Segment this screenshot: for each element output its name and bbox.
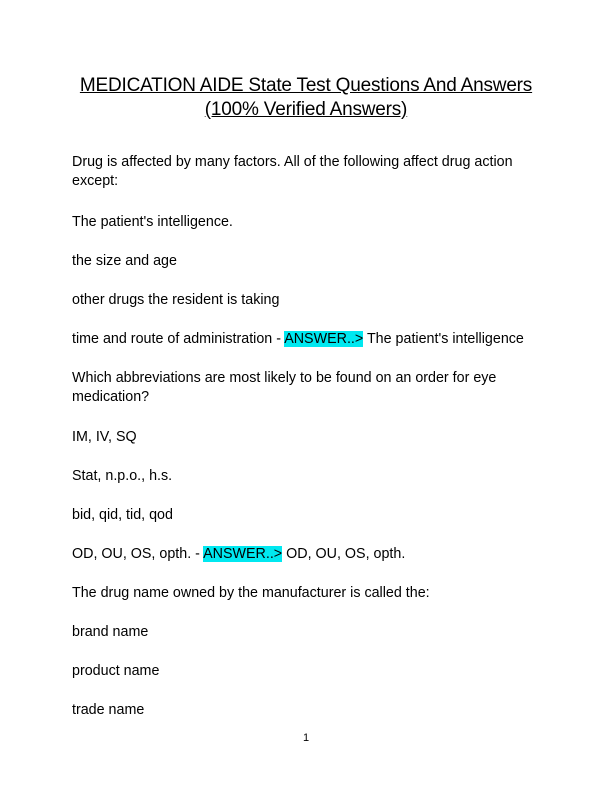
question-1-option-1: The patient's intelligence. [72,214,233,230]
question-3-text: The drug name owned by the manufacturer is called the: [72,585,430,601]
question-2-answer: OD, OU, OS, opth. [282,546,406,562]
question-1-option-2: the size and age [72,253,177,269]
question-1-answer: The patient's intelligence [363,331,524,347]
page-number: 1 [302,732,310,744]
question-2-option-1: IM, IV, SQ [72,429,137,445]
question-3-option-1: brand name [72,624,149,640]
answer-marker-highlight: ANSWER..> [203,546,283,562]
answer-marker-highlight: ANSWER..> [284,331,364,347]
question-1-answer-line [72,330,542,349]
question-1-text: Drug is affected by many factors. All of the following affect drug action except: [72,154,513,189]
question-1-option-3: other drugs the resident is taking [72,292,280,308]
question-1-option-4: time and route of administration - [72,331,285,347]
question-2-answer-line [72,545,542,564]
question-2-option-2: Stat, n.p.o., h.s. [72,468,173,484]
question-2-option-4: OD, OU, OS, opth. - [72,546,204,562]
question-2-option-3: bid, qid, tid, qod [72,507,173,523]
question-3-option-2: product name [72,663,160,679]
question-3-option-3: trade name [72,702,145,718]
document-title-line-1: MEDICATION AIDE State Test Questions And Answers [79,75,533,96]
document-title-line-2: (100% Verified Answers) [204,99,408,120]
question-2-text: Which abbreviations are most likely to be found on an order for eye medication? [72,370,497,405]
